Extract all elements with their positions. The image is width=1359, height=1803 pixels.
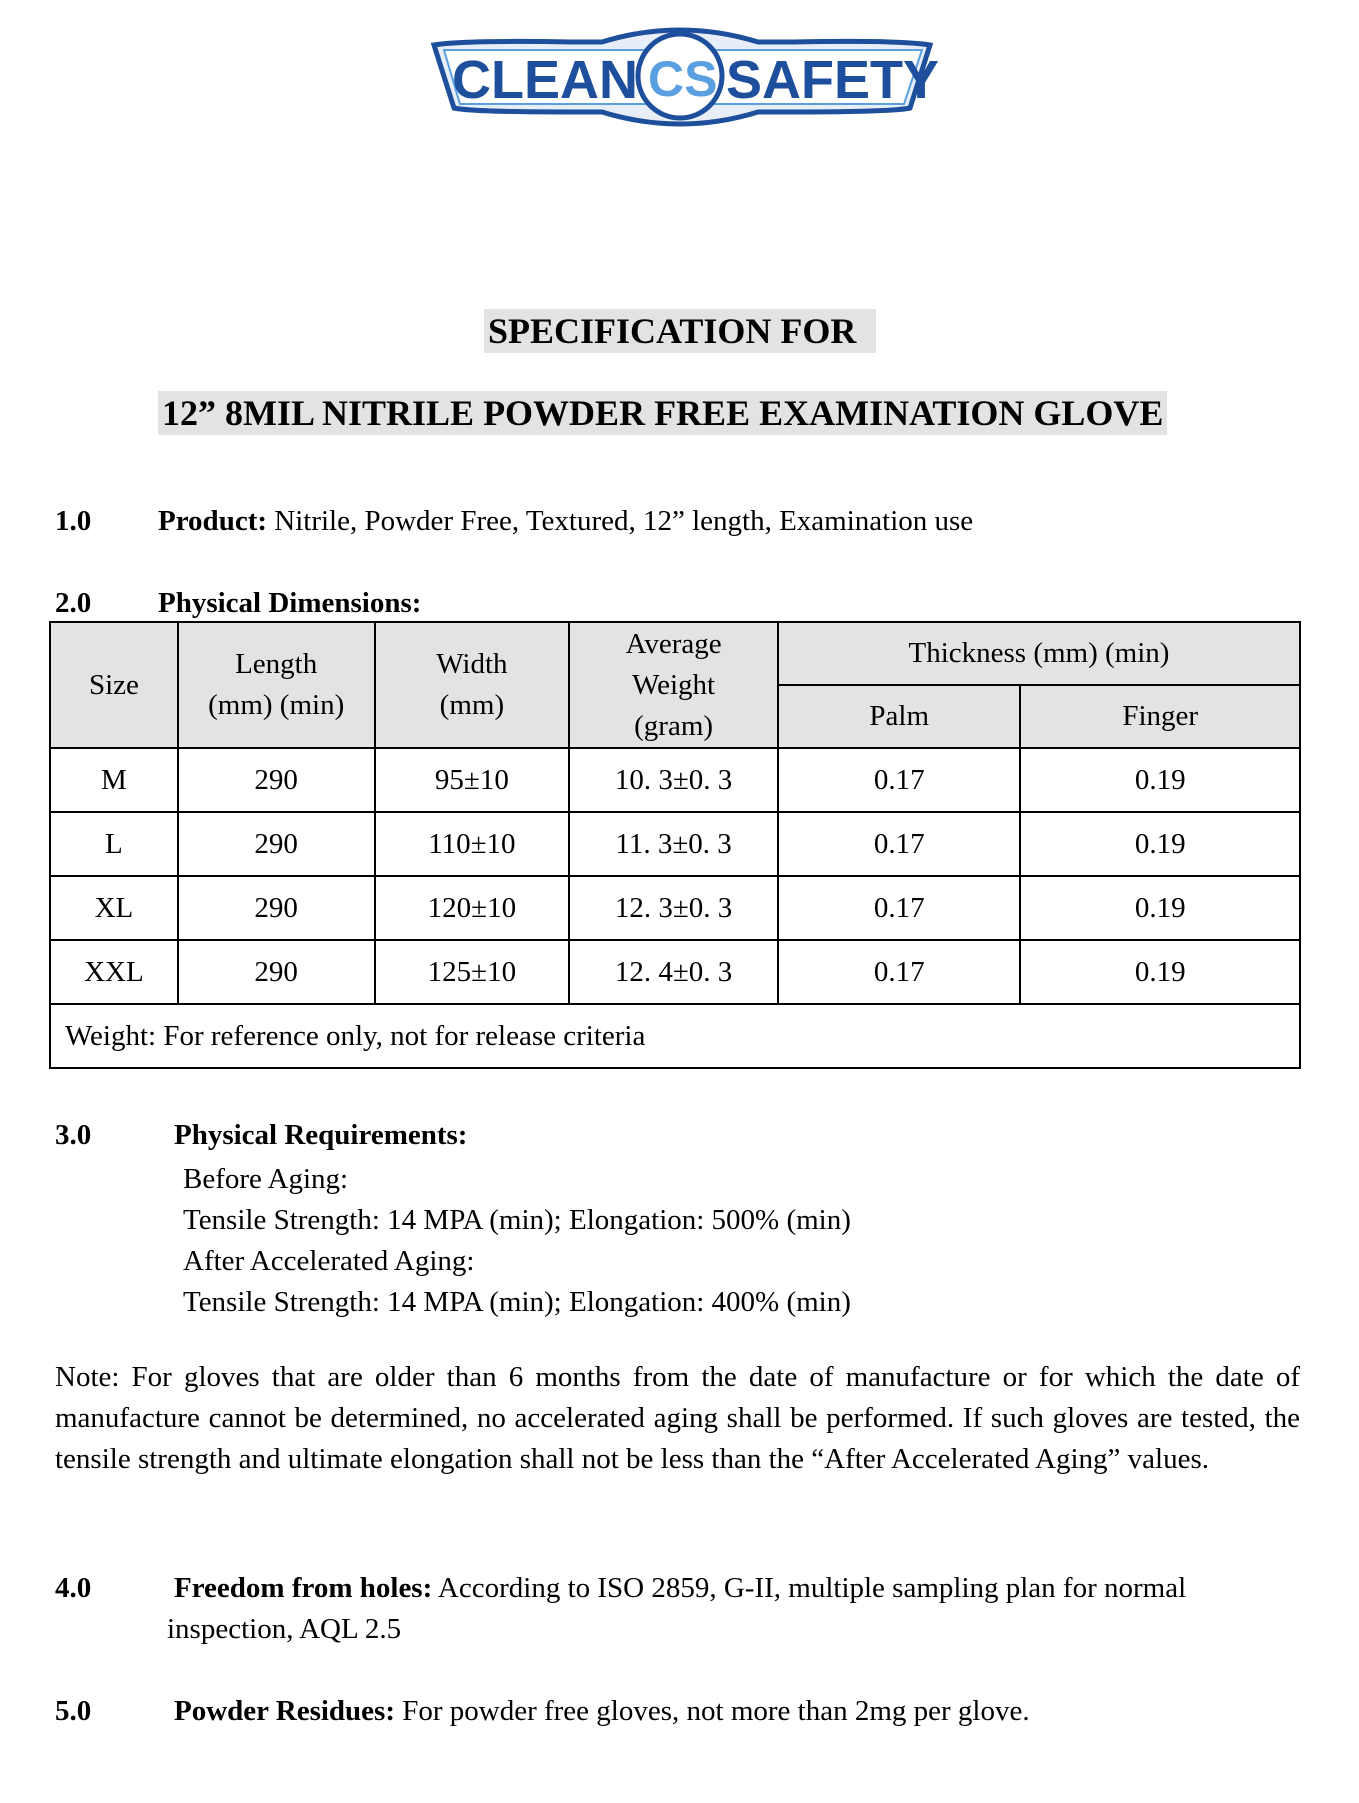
header-palm: Palm xyxy=(778,685,1021,748)
cell-palm: 0.17 xyxy=(778,812,1021,876)
cell-finger: 0.19 xyxy=(1020,812,1300,876)
header-thickness: Thickness (mm) (min) xyxy=(778,622,1300,685)
cell-weight: 12. 4±0. 3 xyxy=(569,940,778,1004)
section-3-number: 3.0 xyxy=(55,1119,92,1151)
logo-word-clean: CLEAN xyxy=(452,50,638,110)
header-width-line1: Width xyxy=(436,648,508,680)
section-5-number: 5.0 xyxy=(55,1695,92,1727)
cell-length: 290 xyxy=(178,812,375,876)
section-4-body: According to ISO 2859, G-II, multiple sampling plan for normal xyxy=(432,1572,1187,1604)
header-width-line2: (mm) xyxy=(439,689,505,721)
cell-width: 125±10 xyxy=(375,940,570,1004)
aging-note: Note: For gloves that are older than 6 months from the date of manufacture or for which the date of manufacture cannot be determined, no accelerated aging shall be performed. If such gloves are tested, the tensile strength and ultimate elongation shall not be less than the “After Accelerated Aging” values. xyxy=(55,1361,1300,1475)
header-weight-line1: Average xyxy=(625,627,722,660)
section-5-body: For powder free gloves, not more than 2mg per glove. xyxy=(394,1695,1030,1727)
section-4-number: 4.0 xyxy=(55,1572,92,1604)
cell-finger: 0.19 xyxy=(1020,876,1300,940)
section-5-text xyxy=(174,1693,1030,1729)
header-length xyxy=(178,622,375,748)
section-4-body-line2: inspection, AQL 2.5 xyxy=(167,1613,402,1645)
cell-length: 290 xyxy=(178,876,375,940)
section-5-label: Powder Residues: xyxy=(174,1695,395,1727)
cell-width: 120±10 xyxy=(375,876,570,940)
section-1-body: Nitrile, Powder Free, Textured, 12” length, Examination use xyxy=(267,505,974,537)
page-title-line1: SPECIFICATION FOR xyxy=(484,309,876,353)
table-row xyxy=(50,748,1300,812)
table-footnote: Weight: For reference only, not for release criteria xyxy=(50,1004,1300,1068)
cell-size: M xyxy=(50,748,178,812)
section-1-text xyxy=(158,503,973,539)
cell-palm: 0.17 xyxy=(778,876,1021,940)
section-2-number: 2.0 xyxy=(55,587,92,619)
header-weight-line2: Weight xyxy=(632,668,716,701)
cell-size: L xyxy=(50,812,178,876)
section-4-label: Freedom from holes: xyxy=(174,1572,433,1604)
section-3-label: Physical Requirements: xyxy=(174,1119,468,1151)
header-width xyxy=(375,622,570,748)
clean-safety-logo xyxy=(422,20,942,130)
table-row xyxy=(50,876,1300,940)
section-2-label: Physical Dimensions: xyxy=(158,587,422,619)
page-title-line2: 12” 8MIL NITRILE POWDER FREE EXAMINATION GLOVE xyxy=(158,391,1167,435)
cell-width: 95±10 xyxy=(375,748,570,812)
cell-size: XL xyxy=(50,876,178,940)
header-weight-line3: (gram) xyxy=(634,709,714,742)
cell-palm: 0.17 xyxy=(778,748,1021,812)
header-finger: Finger xyxy=(1020,685,1300,748)
cell-finger: 0.19 xyxy=(1020,748,1300,812)
cell-weight: 11. 3±0. 3 xyxy=(569,812,778,876)
table-row xyxy=(50,812,1300,876)
cell-finger: 0.19 xyxy=(1020,940,1300,1004)
requirement-line: Tensile Strength: 14 MPA (min); Elongation: 400% (min) xyxy=(183,1286,851,1318)
cell-weight: 12. 3±0. 3 xyxy=(569,876,778,940)
table-footnote-row xyxy=(50,1004,1300,1068)
section-1-label: Product: xyxy=(158,505,268,537)
section-1-number: 1.0 xyxy=(55,505,92,537)
header-size: Size xyxy=(50,622,178,748)
physical-dimensions-table xyxy=(49,621,1301,1069)
requirement-line: Before Aging: xyxy=(183,1163,349,1195)
requirement-line: Tensile Strength: 14 MPA (min); Elongation: 500% (min) xyxy=(183,1204,851,1236)
header-weight xyxy=(569,622,778,748)
cell-width: 110±10 xyxy=(375,812,570,876)
logo-mark: CS xyxy=(648,51,718,107)
header-length-line2: (mm) (min) xyxy=(208,689,345,721)
requirement-line: After Accelerated Aging: xyxy=(183,1245,475,1277)
logo-word-safety: SAFETY xyxy=(726,50,940,110)
physical-requirements-list xyxy=(183,1159,851,1323)
cell-size: XXL xyxy=(50,940,178,1004)
section-4-text xyxy=(174,1570,1186,1606)
cell-weight: 10. 3±0. 3 xyxy=(569,748,778,812)
cell-palm: 0.17 xyxy=(778,940,1021,1004)
cell-length: 290 xyxy=(178,748,375,812)
table-row xyxy=(50,940,1300,1004)
header-length-line1: Length xyxy=(235,648,318,680)
cell-length: 290 xyxy=(178,940,375,1004)
